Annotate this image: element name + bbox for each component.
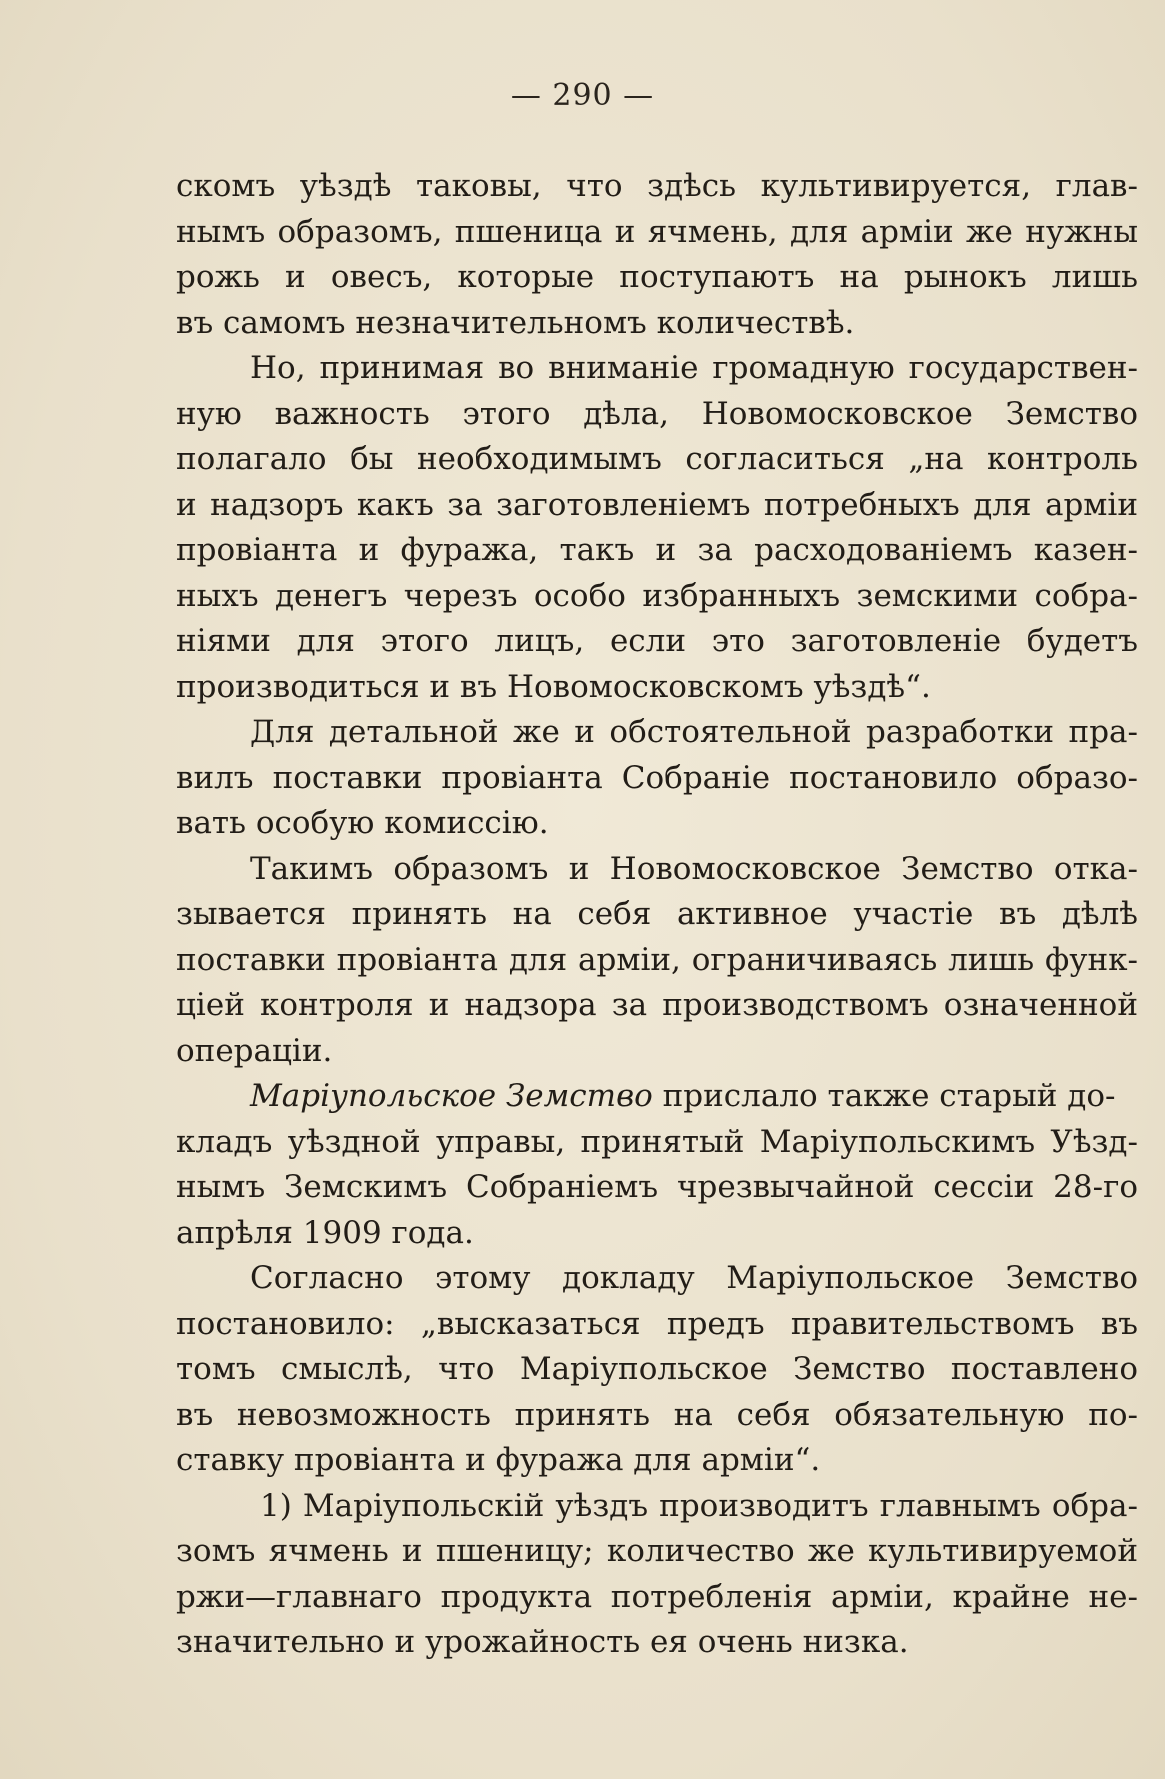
body-text bbox=[176, 164, 1138, 1666]
text-line: зомъ ячмень и пшеницу; количество же культивируемой bbox=[176, 1533, 1138, 1569]
text-line: ціей контроля и надзора за производствомъ означенной bbox=[176, 987, 1138, 1023]
text-line: въ невозможность принять на себя обязательную по- bbox=[176, 1396, 1138, 1433]
text-line: апрѣля 1909 года. bbox=[176, 1214, 474, 1251]
paragraph-6 bbox=[176, 1256, 1138, 1484]
page-number: — 290 — bbox=[510, 78, 655, 113]
text-line: и надзоръ какъ за заготовленіемъ потребныхъ для арміи bbox=[176, 486, 1138, 523]
text-line: провіанта и фуража, такъ и за расходованіемъ казен- bbox=[176, 532, 1138, 568]
text-line: въ самомъ незначительномъ количествѣ. bbox=[176, 304, 855, 341]
text-line: ніями для этого лицъ, если это заготовленіе будетъ bbox=[176, 623, 1138, 659]
paragraph-2 bbox=[176, 346, 1138, 710]
paragraph-4 bbox=[176, 847, 1138, 1075]
text-line: ставку провіанта и фуража для арміи“. bbox=[176, 1442, 821, 1478]
text-line: нымъ Земскимъ Собраніемъ чрезвычайной сессіи 28-го bbox=[176, 1169, 1138, 1205]
text-line: томъ смыслѣ, что Маріупольское Земство поставлено bbox=[176, 1351, 1138, 1387]
text-line bbox=[176, 1074, 1138, 1120]
italic-lead: Маріупольское Земство bbox=[250, 1078, 653, 1114]
paragraph-3 bbox=[176, 710, 1138, 847]
text-line: постановило: „высказаться предъ правительствомъ въ bbox=[176, 1305, 1138, 1342]
paragraph-1 bbox=[176, 164, 1138, 346]
text-line: Согласно этому докладу Маріупольское Земство bbox=[250, 1260, 1138, 1296]
text-line: вилъ поставки провіанта Собраніе постановило образо- bbox=[176, 759, 1138, 796]
text-line: зывается принять на себя активное участіе въ дѣлѣ bbox=[176, 896, 1138, 932]
text-line: рожь и овесъ, которые поступаютъ на рынокъ лишь bbox=[176, 259, 1138, 295]
text-line: Такимъ образомъ и Новомосковское Земство отка- bbox=[250, 850, 1138, 887]
text-line: ржи—главнаго продукта потребленія арміи, крайне не- bbox=[176, 1578, 1138, 1615]
text-line: ную важность этого дѣла, Новомосковское Земство bbox=[176, 395, 1138, 432]
text-line: 1) Маріупольскій уѣздъ производитъ главнымъ обра- bbox=[260, 1487, 1138, 1524]
text-line: вать особую комиссію. bbox=[176, 805, 549, 841]
paragraph-7 bbox=[176, 1484, 1138, 1666]
text-line: скомъ уѣздѣ таковы, что здѣсь культивируется, глав- bbox=[176, 168, 1138, 204]
paragraph-5 bbox=[176, 1074, 1138, 1256]
text-line: полагало бы необходимымъ согласиться „на контроль bbox=[176, 441, 1138, 477]
text-line: операціи. bbox=[176, 1032, 333, 1069]
text-run: прислало также старый до- bbox=[652, 1078, 1116, 1114]
text-line: поставки провіанта для арміи, ограничиваясь лишь функ- bbox=[176, 941, 1138, 978]
text-line: производиться и въ Новомосковскомъ уѣздѣ“. bbox=[176, 668, 931, 705]
text-line: нымъ образомъ, пшеница и ячмень, для арміи же нужны bbox=[176, 213, 1138, 250]
text-line: значительно и урожайность ея очень низка. bbox=[176, 1624, 909, 1660]
text-line: Но, принимая во вниманіе громадную государствен- bbox=[250, 350, 1138, 386]
text-line: кладъ уѣздной управы, принятый Маріупольскимъ Уѣзд- bbox=[176, 1123, 1138, 1160]
text-line: ныхъ денегъ черезъ особо избранныхъ земскими собра- bbox=[176, 577, 1138, 614]
text-line: Для детальной же и обстоятельной разработки пра- bbox=[250, 714, 1138, 750]
